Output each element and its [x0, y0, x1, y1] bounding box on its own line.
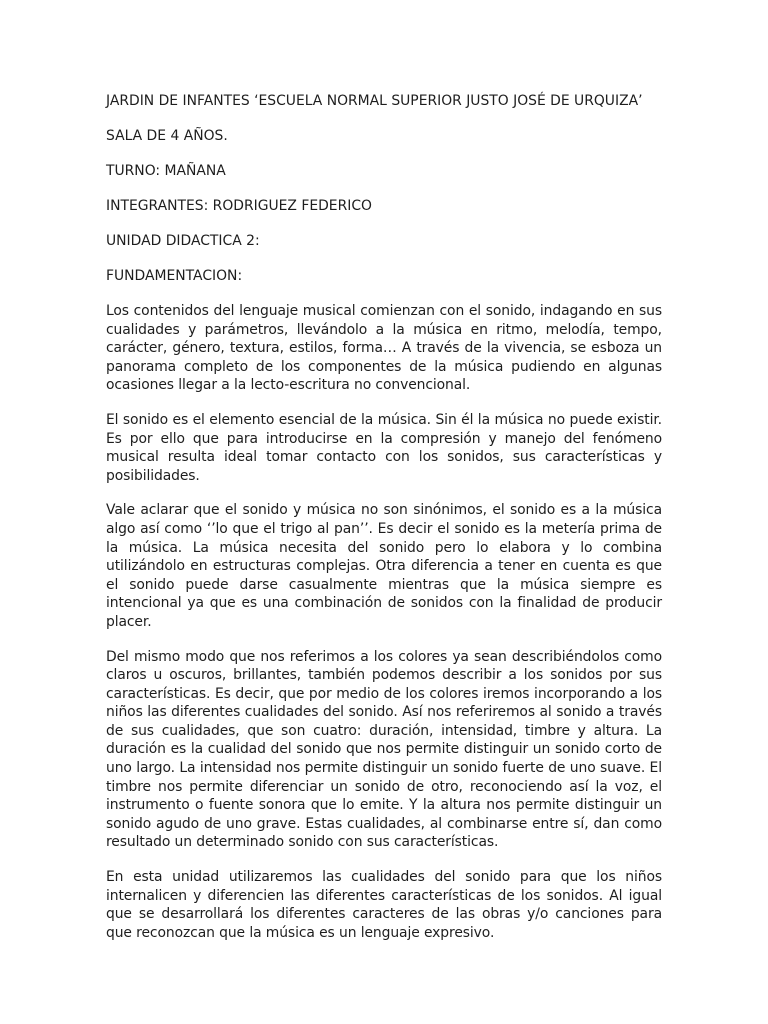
- paragraph-2: El sonido es el elemento esencial de la música. Sin él la música no puede existir. Es por ello que para introducirse en la compresión y manejo del fenómeno musical resulta ideal tomar contacto con los sonidos, sus características y posibilidades.: [106, 411, 662, 484]
- integrantes-line: INTEGRANTES: RODRIGUEZ FEDERICO: [106, 198, 372, 214]
- unidad-line: UNIDAD DIDACTICA 2:: [106, 233, 260, 249]
- paragraph-4: Del mismo modo que nos referimos a los colores ya sean describiéndolos como claros u oscuros, brillantes, también podemos describir a los sonidos por sus características. Es decir, que por medio de los colores iremos incorporando a los niños las diferentes cualidades del sonido. Así nos referiremos al sonido a través de sus cualidades, que son cuatro: duración, intensidad, timbre y altura. La duración es la cualidad del sonido que nos permite distinguir un sonido corto de uno largo. La intensidad nos permite distinguir un sonido fuerte de uno suave. El timbre nos permite diferenciar un sonido de otro, reconociendo así la voz, el instrumento o fuente sonora que lo emite. Y la altura nos permite distinguir un sonido agudo de uno grave. Estas cualidades, al combinarse entre sí, dan como resultado un determinado sonido con sus características.: [106, 648, 662, 851]
- document-content: [106, 92, 662, 958]
- paragraph-5: En esta unidad utilizaremos las cualidades del sonido para que los niños internalicen y diferencien las diferentes características de los sonidos. Al igual que se desarrollará los diferentes caracteres de las obras y/o canciones para que reconozcan que la música es un lenguaje expresivo.: [106, 869, 662, 941]
- school-heading: JARDIN DE INFANTES ‘ESCUELA NORMAL SUPERIOR JUSTO JOSÉ DE URQUIZA’: [106, 93, 643, 109]
- fundamentacion-heading: FUNDAMENTACION:: [106, 268, 243, 284]
- sala-line: SALA DE 4 AÑOS.: [106, 128, 228, 144]
- paragraph-3: Vale aclarar que el sonido y música no son sinónimos, el sonido es a la música algo así como ‘’lo que el trigo al pan’’. Es decir el sonido es la metería prima de la música. La música necesita del sonido pero lo elabora y lo combina utilizándolo en estructuras complejas. Otra diferencia a tener en cuenta es que el sonido puede darse casualmente mientras que la música siempre es intencional ya que es una combinación de sonidos con la finalidad de producir placer.: [106, 502, 662, 630]
- paragraph-1: Los contenidos del lenguaje musical comienzan con el sonido, indagando en sus cualidades y parámetros, llevándolo a la música en ritmo, melodía, tempo, carácter, género, textura, estilos, forma… A través de la vivencia, se esboza un panorama completo de los componentes de la música pudiendo en algunas ocasiones llegar a la lecto-escritura no convencional.: [106, 303, 662, 394]
- turno-line: TURNO: MAÑANA: [106, 163, 226, 179]
